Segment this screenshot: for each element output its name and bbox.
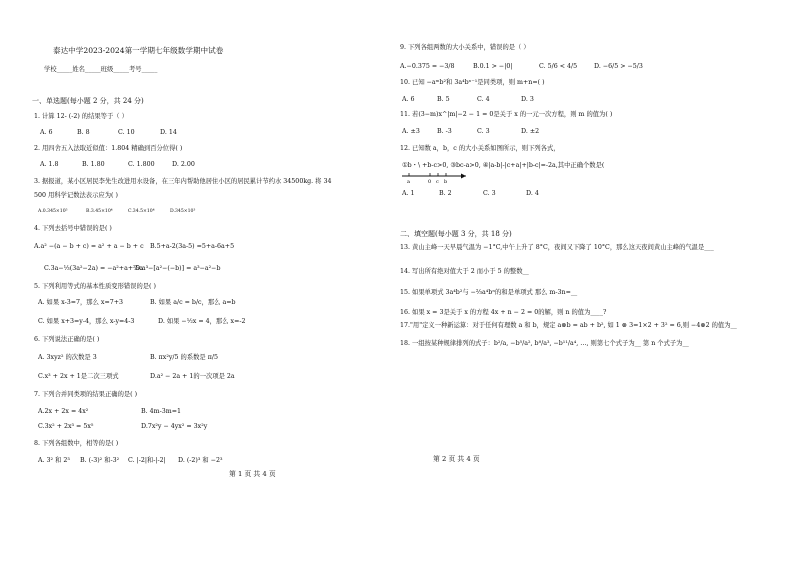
question-9: 9. 下列各组两数的大小关系中，错误的是（ ） — [400, 44, 530, 51]
question-8: 8. 下列各组数中，相等的是( ) — [34, 440, 119, 447]
q5-option-a: A. 如果 x-3=7，那么 x=7+3 — [38, 299, 124, 306]
q10-option-c: C. 4 — [477, 96, 490, 103]
q3-option-c: C.34.5×10⁴ — [128, 209, 155, 214]
q4-option-d: D.a³−[a²−(−b)] = a³−a²−b — [135, 265, 221, 272]
question-13: 13. 黄山主峰一天早晨气温为 −1°C,中午上升了 8°C，夜间又下降了 10°C，那么这天夜间黄山主峰的气温是___ — [400, 244, 714, 251]
q8-option-b: B. (-3)² 和-3² — [80, 457, 120, 464]
question-15: 15. 如果单项式 3a⁴b²与 −⅔a⁴bⁿ的和是单项式 那么 m-3n=__ — [400, 289, 578, 296]
question-3-line-1: 3. 据报道，某小区居民李先生改进用水设备，在三年内帮助他居住小区的居民累计节约水 34500kg. 将 34 — [34, 178, 332, 185]
q1-option-c: C. 10 — [118, 129, 135, 136]
question-12: 12. 已知数 a，b，c 的大小关系如图所示，则下列各式， — [400, 145, 560, 152]
question-10: 10. 已知 −aᵐb²和 3a⁴bⁿ⁻¹是同类项，则 m+n=( ) — [400, 79, 545, 86]
axis-label-c: c — [436, 179, 439, 184]
question-14: 14. 写出所有绝对值大于 2 而小于 5 的整数__ — [400, 268, 529, 275]
page-footer-1: 第 1 页 共 4 页 — [229, 470, 276, 478]
exam-page-2 — [397, 0, 794, 561]
q12-option-c: C. 3 — [483, 190, 496, 197]
q4-option-a: A.a² −(a − b + c) = a² + a − b + c — [34, 243, 144, 250]
q12-option-d: D. 4 — [526, 190, 539, 197]
q9-option-a: A.−0.375 = −3/8 — [400, 63, 455, 70]
q2-option-b: B. 1.80 — [82, 161, 105, 168]
q9-option-b: B.0.1 > −|0| — [473, 63, 513, 70]
q11-option-d: D. ±2 — [521, 128, 540, 135]
q7-option-a: A.2x + 2x = 4x² — [38, 408, 89, 415]
question-18: 18. 一组按某种规律排列的式子：b²/a, −b⁵/a², b⁸/a³, −b¹¹/a⁴, …, 则第七个式子为__ 第 n 个式子为__ — [400, 340, 689, 347]
q7-option-d: D.7x²y − 4yx² = 3x²y — [141, 423, 208, 430]
q8-option-c: C. |-2|和-|-2| — [128, 457, 166, 464]
q10-option-a: A. 6 — [402, 96, 415, 103]
q9-option-d: D. −6/5 > −5/3 — [594, 63, 643, 70]
question-17: 17."用"定义一种新运算：对于任何有理数 a 和 b，规定 a⊗b = ab + b², 如 1 ⊗ 3=1×2 + 3² = 6,则 −4⊗2 的值为__ — [400, 322, 737, 329]
q4-option-c: C.3a−⅓(3a²−2a) = −a²+a+⅔a — [44, 265, 143, 272]
q3-option-d: D.345×10³ — [170, 209, 196, 214]
q2-option-a: A. 1.8 — [40, 161, 59, 168]
q5-option-b: B. 如果 a/c = b/c，那么 a=b — [150, 299, 236, 306]
q5-option-c: C. 如果 x+3=y-4，那么 x-y=4-3 — [38, 318, 135, 325]
q10-option-b: B. 5 — [437, 96, 450, 103]
question-3-line-2: 500 用科学记数法表示应为( ) — [34, 192, 118, 199]
q6-option-b: B. πx²y/5 的系数是 π/5 — [150, 354, 218, 361]
q1-option-a: A. 6 — [40, 129, 53, 136]
q8-option-a: A. 3² 和 2³ — [38, 457, 70, 464]
question-16: 16. 如果 x = 3是关于 x 的方程 4x + n − 2 = 0的解，则 n 的值为____? — [400, 309, 607, 316]
q2-option-c: C. 1.800 — [128, 161, 155, 168]
section-2-title: 二、填空题(每小题 3 分，共 18 分) — [400, 230, 512, 238]
header-fields: 学校_____姓名_____班级_____考号_____ — [44, 66, 158, 73]
number-line-diagram — [402, 170, 468, 184]
question-11: 11. 若(3−m)x^|m|−2 − 1 = 0是关于 x 的一元一次方程，则 m 的值为( ) — [400, 111, 613, 118]
exam-title: 泰达中学2023-2024第一学期七年级数学期中试卷 — [53, 46, 224, 55]
question-4: 4. 下列去括号中错误的是( ) — [34, 225, 112, 232]
q12-option-a: A. 1 — [402, 190, 415, 197]
q6-option-a: A. 3xyz² 的次数是 3 — [38, 354, 97, 361]
q6-option-d: D.a² − 2a + 1的一次项是 2a — [150, 373, 235, 380]
q1-option-d: D. 14 — [160, 129, 177, 136]
axis-label-zero: 0 — [428, 179, 432, 184]
q3-option-b: B.3.45×10⁴ — [86, 209, 113, 214]
q11-option-c: C. 3 — [477, 128, 490, 135]
page-footer-2: 第 2 页 共 4 页 — [433, 455, 480, 463]
question-6: 6. 下列说法正确的是( ) — [34, 336, 100, 343]
q11-option-b: B. -3 — [437, 128, 452, 135]
q7-option-b: B. 4m-3m=1 — [141, 408, 181, 415]
q2-option-d: D. 2.00 — [172, 161, 195, 168]
question-1: 1. 计算 12- (-2) 的结果等于（ ） — [34, 113, 128, 120]
q9-option-c: C. 5/6 < 4/5 — [539, 63, 578, 70]
axis-label-a: a — [407, 179, 410, 184]
question-5: 5. 下列利用等式的基本性质变形错误的是( ) — [34, 283, 156, 290]
section-1-title: 一、单选题(每小题 2 分，共 24 分) — [32, 97, 144, 105]
q10-option-d: D. 3 — [521, 96, 534, 103]
q11-option-a: A. ±3 — [402, 128, 420, 135]
q5-option-d: D. 如果 −½x = 4，那么 x=-2 — [158, 318, 246, 325]
axis-label-b: b — [444, 179, 448, 184]
q3-option-a: A.0.345×10⁵ — [38, 209, 68, 214]
q8-option-d: D. (-2)³ 和 −2³ — [178, 457, 223, 464]
question-7: 7. 下列合并同类项的结果正确的是( ) — [34, 391, 138, 398]
q7-option-c: C.3x² + 2x³ = 5x⁵ — [38, 423, 94, 430]
q12-option-b: B. 2 — [439, 190, 452, 197]
q4-option-b: B.5+a-2(3a-5) =5+a-6a+5 — [150, 243, 235, 250]
q1-option-b: B. 8 — [77, 129, 90, 136]
question-2: 2. 用四舍五入法取近似值：1.804 精确到百分位得( ) — [34, 145, 183, 152]
q6-option-c: C.x³ + 2x + 1是二次三项式 — [38, 373, 119, 380]
question-12-statements: ①b・\ +b-c>0, ③bc-a>0, ④|a-b|-|c+a|+|b-c|=-2a,其中正确个数是( — [402, 162, 605, 169]
